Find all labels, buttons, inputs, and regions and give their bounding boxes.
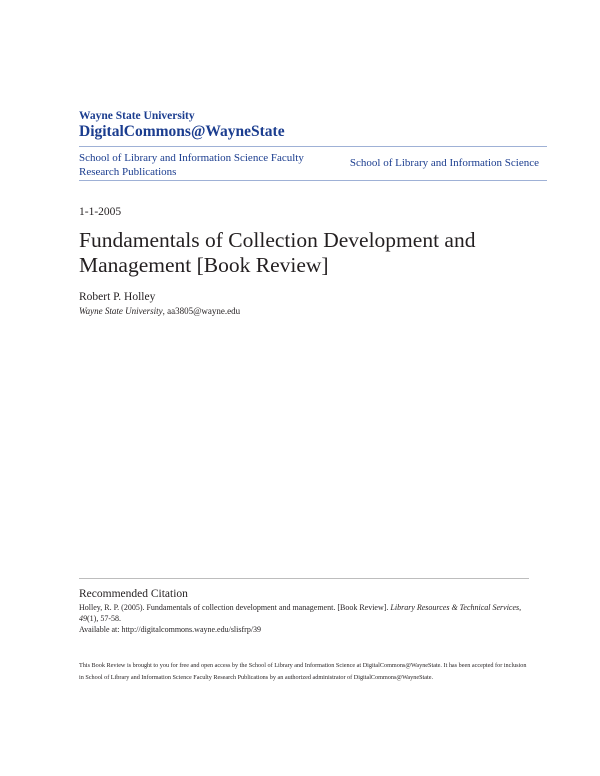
citation-start: Holley, R. P. (2005). Fundamentals of collection development and management. [Book Review]. xyxy=(79,603,391,612)
university-name[interactable]: Wayne State University xyxy=(79,110,195,122)
affiliation-institution: Wayne State University xyxy=(79,306,163,316)
collection-link-left[interactable]: School of Library and Information Science Faculty Research Publications xyxy=(79,152,304,178)
repository-name[interactable]: DigitalCommons@WayneState xyxy=(79,123,285,140)
collection-bar xyxy=(79,146,547,181)
citation-end: (1), 57-58. xyxy=(87,614,121,623)
access-notice: This Book Review is brought to you for free and open access by the School of Library and Information Science at DigitalCommons@WayneState. It has been accepted for inclusion in School of Library and Information Science Faculty Research Publications by an authorized administrator of DigitalCommons@WayneState. xyxy=(79,662,527,681)
author-affiliation xyxy=(79,306,240,316)
author-name: Robert P. Holley xyxy=(79,291,156,303)
citation-url[interactable]: Available at: http://digitalcommons.wayne.edu/slisfrp/39 xyxy=(79,625,262,634)
publication-date: 1-1-2005 xyxy=(79,206,122,218)
citation-text xyxy=(79,602,529,635)
citation-journal: Library Resources & Technical Services, 49 xyxy=(79,603,522,623)
collection-link-right[interactable]: School of Library and Information Science xyxy=(349,157,539,169)
affiliation-email[interactable]: , aa3805@wayne.edu xyxy=(162,306,241,316)
divider xyxy=(79,578,529,579)
article-title: Fundamentals of Collection Development and Management [Book Review] xyxy=(79,228,476,277)
recommended-citation-heading: Recommended Citation xyxy=(79,588,188,600)
